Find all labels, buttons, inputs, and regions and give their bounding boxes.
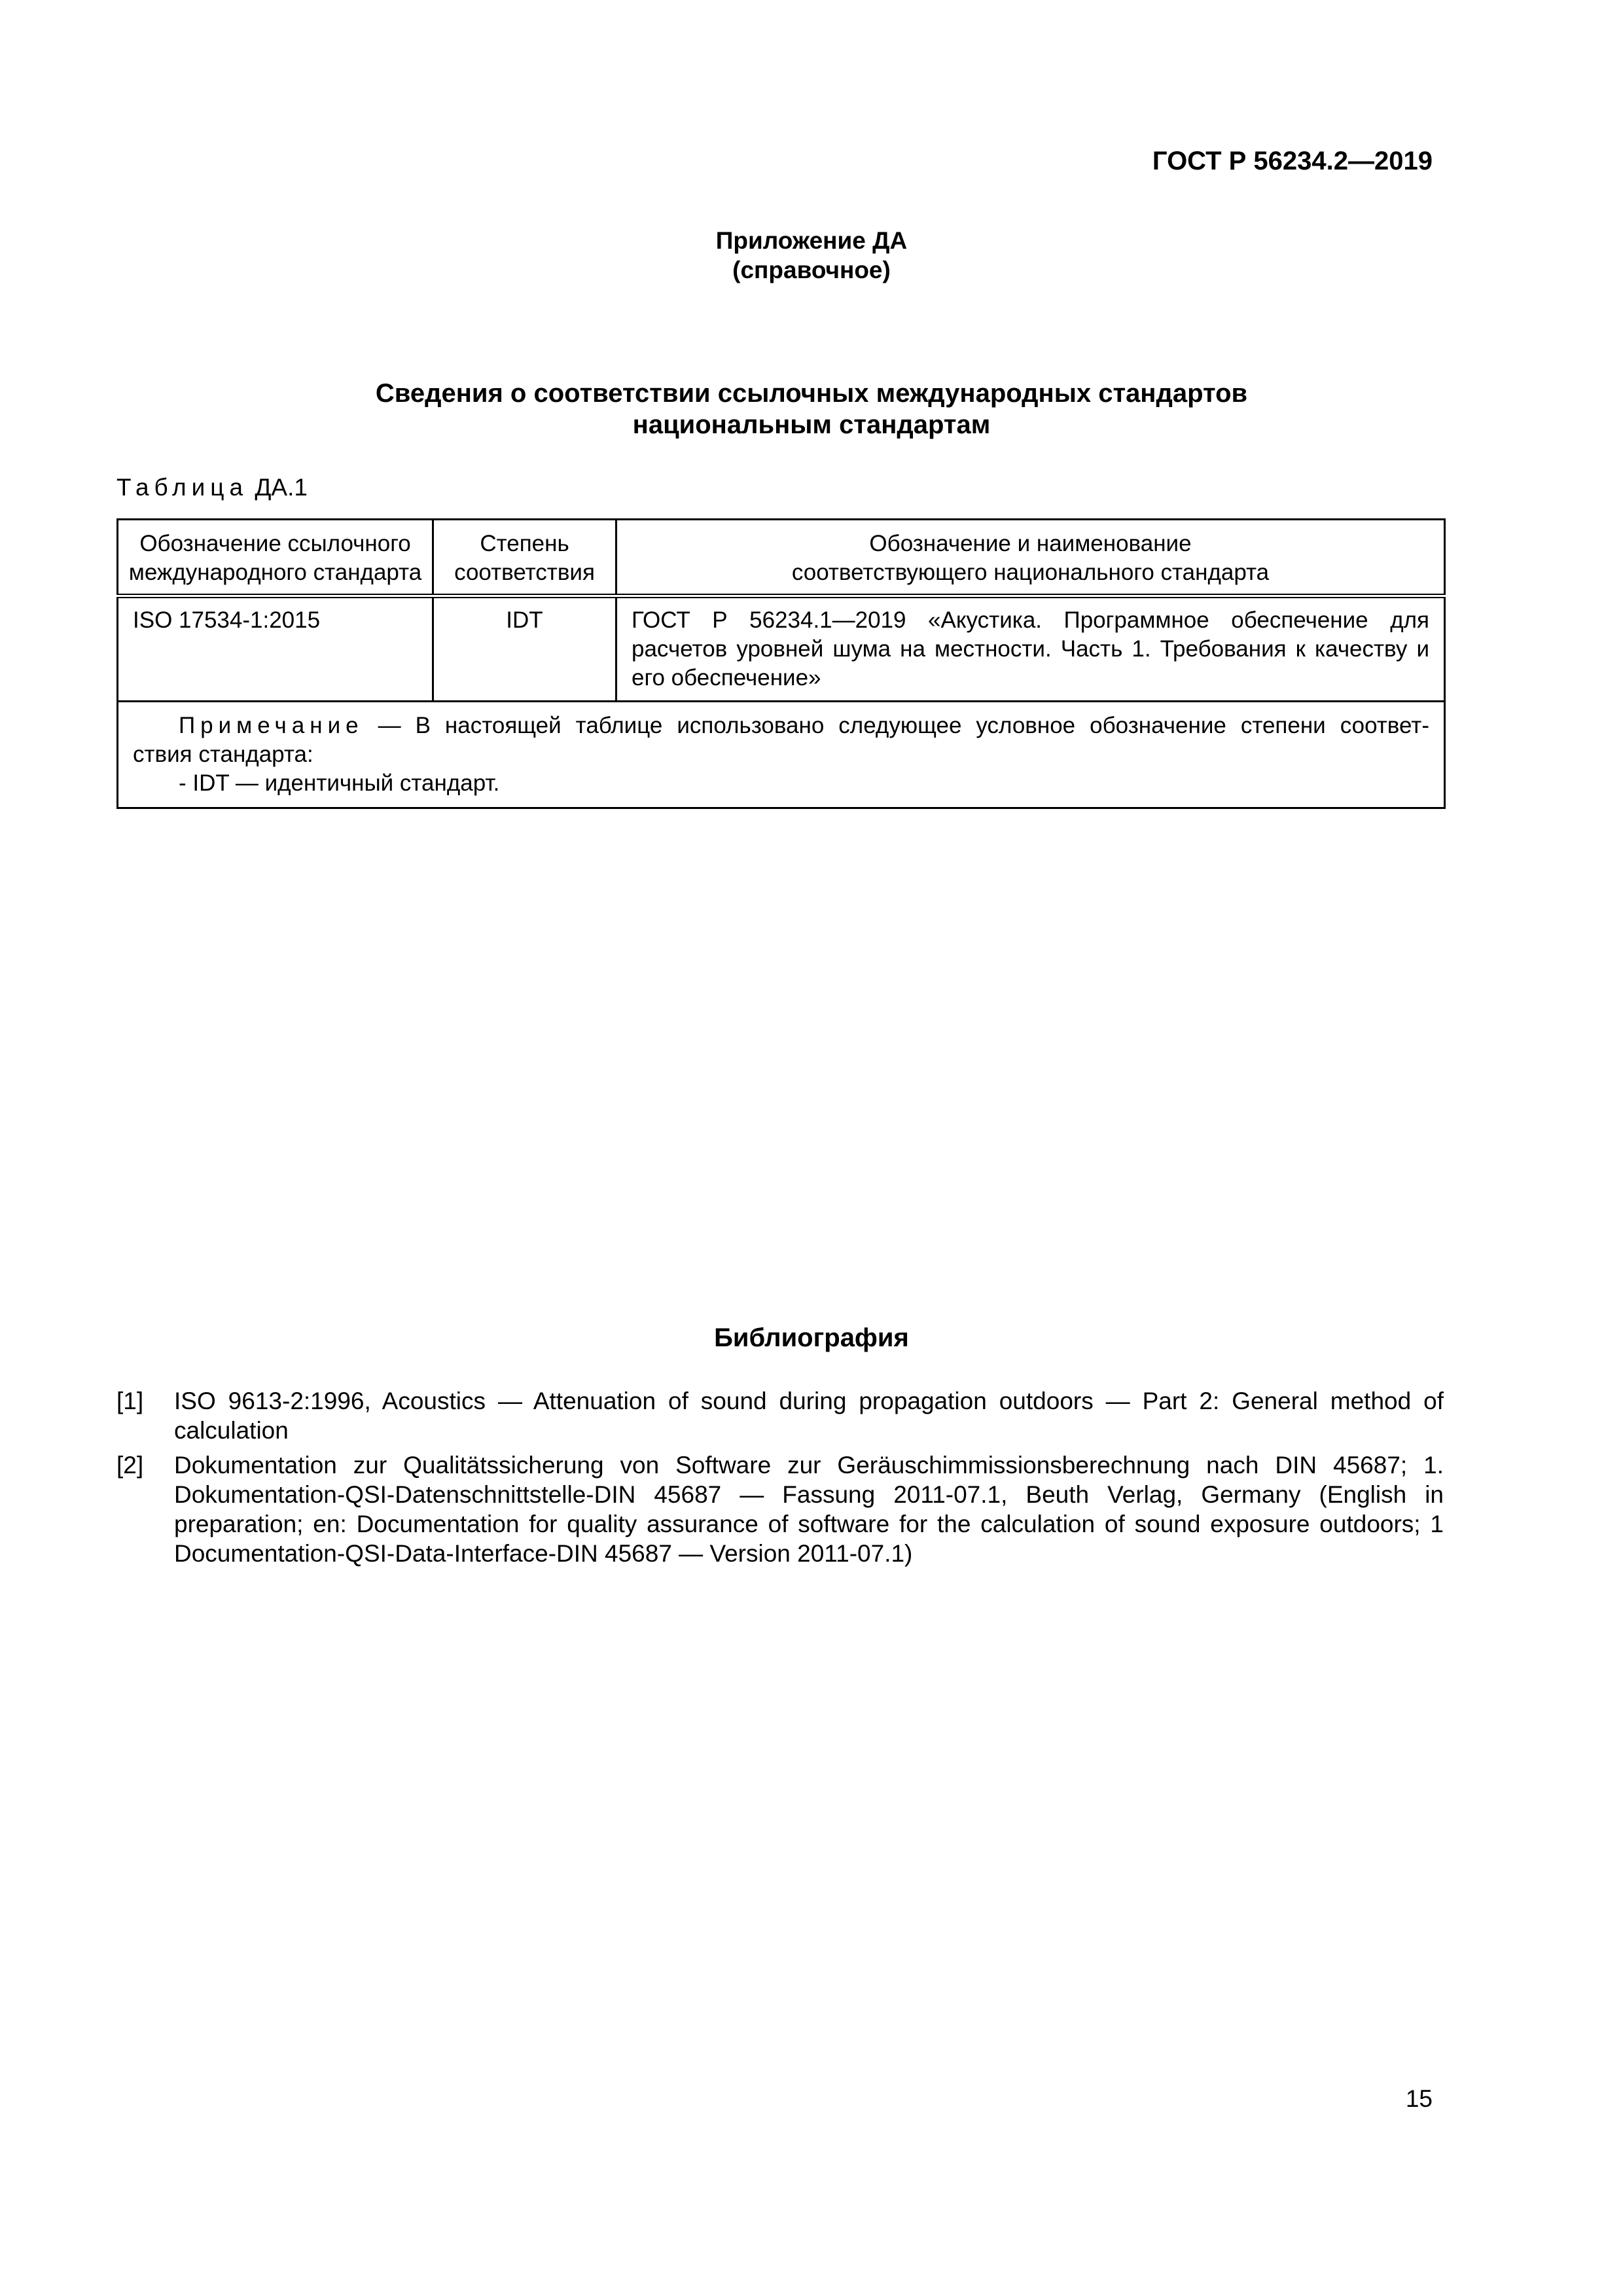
document-code: ГОСТ Р 56234.2—2019 [1152,147,1433,175]
header-national-standard: Обозначение и наименование соответствующего национального стандарта [616,520,1445,596]
note-text-line1: — В настоящей таблице использовано следующее условное обозначение степени соответ- [363,713,1429,738]
bibliography-entry [116,1386,1444,1445]
table-caption-word: Таблица [116,474,249,501]
section-title-line1: Сведения о соответствии ссылочных международных стандартов [375,379,1248,408]
appendix-kind: (справочное) [732,257,891,283]
header-degree: Степень соответствия [433,520,616,596]
table-header-row [118,520,1445,596]
bibliography-entry-text: Dokumentation zur Qualitätssicherung von Software zur Geräuschimmissionsberechnung nach DIN 45687; 1. Dokumentation-QSI-Datenschnittstelle-DIN 45687 — Fassung 2011-07.1, Beuth Verlag, Germany (English in preparation; en: Documentation for quality assurance of software for the calculation of sound exposure outdoors; 1 Documentation-QSI-Data-Interface-DIN 45687 — Version 2011-07.1) [174,1452,1444,1567]
note-text-line2: ствия стандарта: [133,742,313,767]
table-caption [116,473,308,502]
appendix-title: Приложение ДА [715,227,908,254]
correspondence-table [116,518,1446,809]
note-item: - IDT — идентичный стандарт. [179,770,500,796]
appendix-heading [0,226,1623,285]
note-label: Примечание [179,713,364,738]
bibliography-title: Библиография [714,1323,909,1352]
table-caption-number: ДА.1 [255,474,308,501]
section-title-line2: национальным стандартам [632,410,991,439]
header-international-standard: Обозначение ссылочного международного стандарта [118,520,433,596]
page-number: 15 [1405,2085,1433,2112]
cell-international-standard: ISO 17534-1:2015 [118,596,433,702]
bibliography-list [116,1386,1444,1573]
table-row [118,596,1445,702]
cell-degree: IDT [433,596,616,702]
table-note-row [118,702,1445,808]
bibliography-entry-text: ISO 9613-2:1996, Acoustics — Attenuation of sound during propagation outdoors — Part 2: General method of calculation [174,1388,1444,1444]
cell-national-standard: ГОСТ Р 56234.1—2019 «Акустика. Программное обеспечение для расчетов уровней шума на местности. Часть 1. Требования к качеству и его обеспечение» [616,596,1445,702]
table-note [118,702,1445,808]
bibliography-entry-number: [2] [116,1452,144,1479]
bibliography-entry-number: [1] [116,1388,144,1414]
section-title [0,378,1623,440]
bibliography-entry [116,1450,1444,1568]
